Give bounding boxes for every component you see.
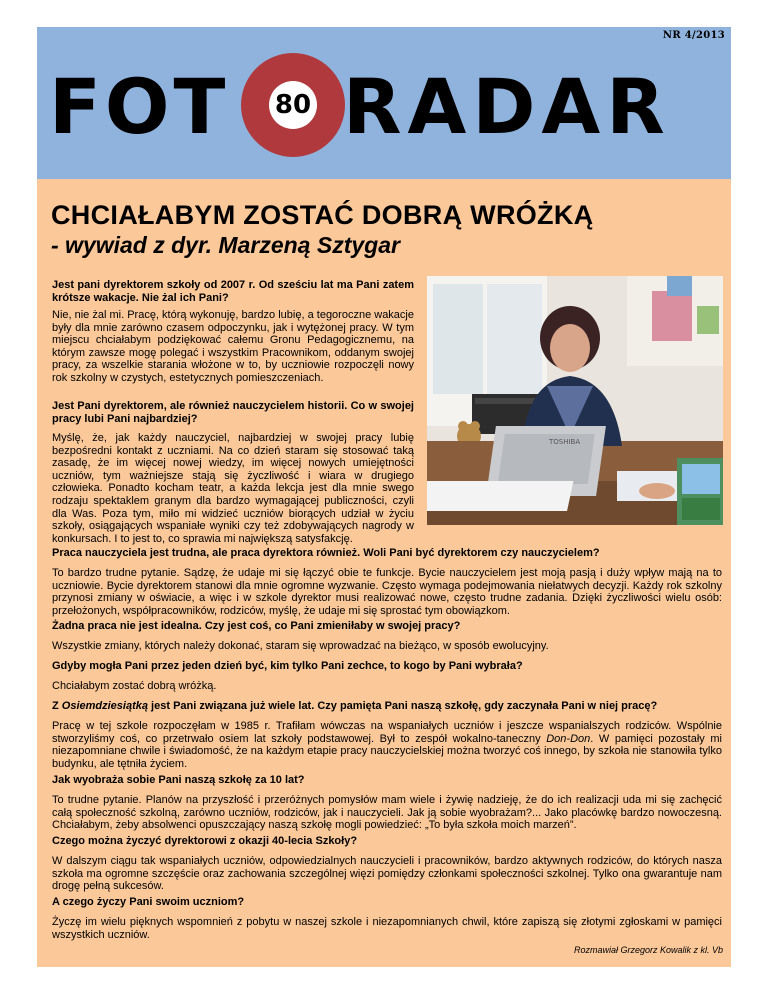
article-subtitle: - wywiad z dyr. Marzeną Sztygar (51, 232, 400, 258)
laptop-brand: TOSHIBA (549, 438, 581, 446)
question-4: Żadna praca nie jest idealna. Czy jest coś, co Pani zmieniłaby w swojej pracy? (52, 620, 461, 632)
answer-1: Nie, nie żal mi. Pracę, którą wykonuję, bardzo lubię, a tegoroczne wakacje były dla mnie zarówno czasem odpoczynku, jak i wytężonej pracy. W tym miejscu chciałabym podziękować całemu Gronu Pedagogicznemu, na którym zawsze mogę polegać i wszystkim Pracownikom, oddanym swojej pracy, za wszelkie starania włożone w to, by uczniowie rozpoczęli nowy rok szkolny w czystych, estetycznych pomieszczeniach. (52, 309, 414, 384)
question-1: Jest pani dyrektorem szkoły od 2007 r. Od sześciu lat ma Pani zatem krótsze wakacje. Nie żal ich Pani? (52, 279, 414, 304)
question-7: Jak wyobraża sobie Pani naszą szkołę za 10 lat? (52, 774, 305, 786)
question-2: Jest Pani dyrektorem, ale również nauczycielem historii. Co w swojej pracy lubi Pani najbardziej? (52, 400, 414, 425)
issue-number: NR 4/2013 (662, 30, 725, 41)
school-nickname: Osiemdziesiątką (61, 700, 148, 712)
interview-body (37, 27, 731, 967)
question-8: Czego można życzyć dyrektorowi z okazji 40-lecia Szkoły? (52, 835, 358, 847)
answer-3: To bardzo trudne pytanie. Sądzę, że udaje mi się łączyć obie te funkcje. Bycie nauczycielem jest moją pasją i duży wpływ mają na to uczniowie. Bycie dyrektorem stanowi dla mnie ogromne wyzwanie. Często wymaga podejmowania niełatwych decyzji. Każdy rok szkolny przynosi zmiany w oświacie, a więc i w szkole dyrektor musi realizować nowe, często trudne zadania. Dzięki życzliwości wielu osób: przełożonych, współpracowników, rodziców, myślę, że udaje mi się sprostać tym obowiązkom. (52, 567, 722, 617)
answer-8: W dalszym ciągu tak wspaniałych uczniów, odpowiedzialnych nauczycieli i pracowników, bardzo aktywnych rodziców, do których nasza szkoła ma ogromne szczęście oraz zachowania szczególnej więzi pomiędzy członkami społeczności szkolnej. Tylko ona gwarantuje nam drogę pełną sukcesów. (52, 855, 722, 893)
ensemble-name: Don-Don (546, 732, 591, 745)
masthead-title-left: FOT (49, 62, 230, 151)
answer-4: Wszystkie zmiany, których należy dokonać, staram się wprowadzać na bieżąco, w sposób ewolucyjny. (52, 640, 549, 652)
answer-9: Życzę im wielu pięknych wspomnień z pobytu w naszej szkole i niezapomnianych chwil, które zapiszą się złotymi zgłoskami w pamięci wszystkich uczniów. (52, 916, 722, 941)
question-9: A czego życzy Pani swoim uczniom? (52, 896, 245, 908)
answer-7: To trudne pytanie. Planów na przyszłość i przeróżnych pomysłów mam wiele i żywię nadzieję, że do ich realizacji uda mi się zachęcić całą społeczność szkolną, zarówno uczniów, rodziców, jak i nauczycieli. Jak ją sobie wyobrażam?... Jako placówkę bardzo nowoczesną. Chciałabym, żeby absolwenci opuszczający naszą szkołę mogli powiedzieć: „To była szkoła moich marzeń”. (52, 794, 722, 832)
question-6: Z Osiemdziesiątką jest Pani związana już wiele lat. Czy pamięta Pani naszą szkołę, gdy zaczynała Pani w niej pracę? (52, 700, 658, 712)
speed-limit-number: 80 (269, 81, 317, 129)
question-5: Gdyby mogła Pani przez jeden dzień być, kim tylko Pani zechce, to kogo by Pani wybrała? (52, 660, 523, 672)
question-3: Praca nauczyciela jest trudna, ale praca dyrektora również. Woli Pani być dyrektorem czy nauczycielem? (52, 547, 600, 559)
newsletter-page (37, 27, 731, 967)
interviewer-credit: Rozmawiał Grzegorz Kowalik z kl. Vb (573, 945, 723, 955)
masthead-title-right: RADAR (343, 62, 671, 151)
answer-6: Pracę w tej szkole rozpoczęłam w 1985 r. Trafiłam wówczas na wspaniałych uczniów i jeszcze wspanialszych rodziców. Wspólnie stworzyliśmy coś, co przetrwało osiem lat szkoły podstawowej. Był to zespół wokalno-taneczny Don-Don. W pamięci pozostały mi niezapomniane chwile i świadomość, że na każdym etapie pracy nauczycielskiej można tworzyć coś innego, by szkoła nie stanowiła tylko budynku, ale tętniła życiem. (52, 720, 722, 770)
answer-2: Myślę, że, jak każdy nauczyciel, najbardziej w swojej pracy lubię bezpośredni kontakt z uczniami. Na co dzień staram się stosować taką zasadę, że im więcej nowej wiedzy, im więcej nowych umiejętności uczniów, tym ważniejsze stają się życzliwość i wiara w drugiego człowieka. Ponadto kocham teatr, a każda lekcja jest dla mnie swego rodzaju spektaklem granym dla bardzo wymagającej publiczności, czyli dla Was. Poza tym, miło mi widzieć uczniów biorących udział w życiu szkoły, osiągających wspaniałe wyniki czy też zdobywających nagrody w konkursach. I to jest to, co sprawia mi największą satysfakcję. (52, 432, 414, 545)
article-title: CHCIAŁABYM ZOSTAĆ DOBRĄ WRÓŻKĄ (51, 200, 594, 230)
answer-5: Chciałabym zostać dobrą wróżką. (52, 680, 217, 692)
